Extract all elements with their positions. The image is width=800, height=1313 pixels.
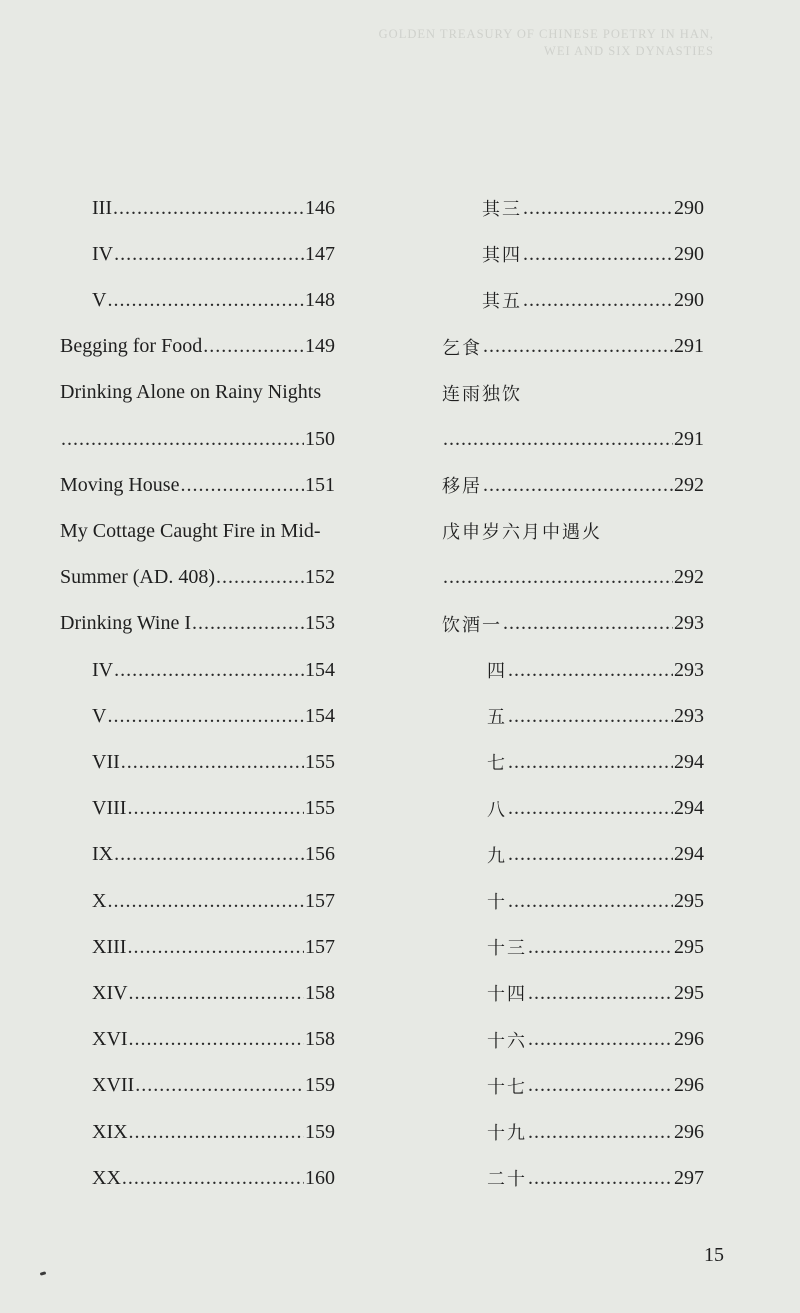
toc-entry-title: 乞食 (442, 337, 482, 359)
toc-entry (92, 924, 335, 970)
toc-entry (92, 1063, 335, 1109)
dot-leader (527, 1074, 673, 1097)
toc-entry (487, 924, 704, 970)
ink-speck (40, 1271, 47, 1275)
toc-entry-page: 294 (674, 750, 704, 773)
toc-entry-page: 152 (305, 566, 335, 589)
toc-entry-title: Summer (AD. 408) (60, 566, 215, 589)
dot-leader (522, 243, 673, 266)
toc-entry (487, 1155, 704, 1201)
toc-entry-page: 153 (305, 612, 335, 635)
toc-entry-page: 291 (674, 427, 704, 450)
dot-leader (502, 612, 673, 635)
toc-entry (487, 739, 704, 785)
toc-entry-title: 二十 (487, 1169, 527, 1191)
dot-leader (126, 936, 304, 959)
toc-entry-page: 159 (305, 1120, 335, 1143)
toc-entry-page: 154 (305, 704, 335, 727)
toc-entry-page: 296 (674, 1074, 704, 1097)
dot-leader (113, 843, 304, 866)
dot-leader (112, 197, 304, 220)
dot-leader (507, 797, 673, 820)
toc-entry-title: IV (92, 242, 114, 265)
toc-entry (60, 370, 335, 416)
toc-entry-page: 295 (674, 889, 704, 912)
toc-entry-title: 戊申岁六月中遇火 (442, 522, 602, 544)
dot-leader (60, 428, 304, 451)
toc-entry-title: 七 (487, 753, 507, 775)
toc-entry-title: 五 (487, 707, 507, 729)
toc-entry-title: 其四 (482, 245, 522, 267)
toc-entry (92, 277, 335, 323)
toc-entry-page: 293 (674, 612, 704, 635)
toc-entry-title: III (92, 196, 112, 219)
toc-entry-page: 290 (674, 196, 704, 219)
toc-entry-page: 157 (305, 889, 335, 912)
toc-entry (442, 508, 704, 554)
toc-entry-title: 十 (487, 892, 507, 913)
toc-entry-page: 294 (674, 797, 704, 820)
dot-leader (106, 890, 304, 913)
toc-entry-title: 饮酒一 (442, 614, 502, 636)
toc-entry-title: 连雨独饮 (442, 383, 522, 405)
dot-leader (527, 1121, 673, 1144)
toc-entry-title: X (92, 889, 107, 912)
toc-entry-page: 151 (305, 473, 335, 496)
toc-entry-page: 159 (305, 1074, 335, 1097)
dot-leader (128, 1121, 304, 1144)
toc-entry-page: 149 (305, 335, 335, 358)
toc-entry-page: 293 (674, 704, 704, 727)
toc-entry-title: 其五 (482, 291, 522, 313)
toc-entry (487, 832, 704, 878)
toc-entry-title: 十四 (487, 984, 527, 1006)
toc-entry (60, 508, 335, 554)
toc-entry-title: XIX (92, 1120, 128, 1143)
toc-entry-title: XVII (92, 1074, 135, 1097)
toc-entry-page: 292 (674, 473, 704, 496)
toc-entry-title: 十九 (487, 1123, 527, 1144)
header-line-1: GOLDEN TREASURY OF CHINESE POETRY IN HAN, (378, 27, 714, 41)
toc-entry (482, 231, 704, 277)
dot-leader (442, 428, 673, 451)
dot-leader (507, 751, 673, 774)
toc-entry-title: 十三 (487, 938, 527, 960)
toc-entry-title: V (92, 288, 107, 311)
dot-leader (527, 1167, 673, 1190)
toc-entry (442, 324, 704, 370)
toc-entry-title: 四 (487, 661, 507, 682)
toc-entry-title: 八 (487, 799, 507, 821)
dot-leader (128, 982, 304, 1005)
toc-entry (487, 1109, 704, 1155)
dot-leader (106, 289, 304, 312)
toc-entry-page: 157 (305, 935, 335, 958)
toc-entry-page: 150 (305, 427, 335, 450)
toc-entry-title: XIII (92, 935, 127, 958)
toc-entry-page: 295 (674, 935, 704, 958)
dot-leader (507, 843, 673, 866)
toc-entry-page: 160 (305, 1166, 335, 1189)
toc-entry (92, 832, 335, 878)
toc-entry-title: Moving House (60, 473, 180, 496)
toc-entry (482, 185, 704, 231)
toc-entry-title: Begging for Food (60, 335, 203, 358)
toc-entry (60, 462, 335, 508)
toc-entry (92, 970, 335, 1016)
toc-entry (92, 693, 335, 739)
toc-entry-page: 296 (674, 1120, 704, 1143)
toc-entry-page: 146 (305, 196, 335, 219)
toc-entry (92, 185, 335, 231)
dot-leader (507, 890, 673, 913)
toc-entry-title: XIV (92, 981, 128, 1004)
toc-entry-page: 290 (674, 288, 704, 311)
toc-entry (92, 647, 335, 693)
toc-entry-page: 155 (305, 797, 335, 820)
toc-entry (92, 878, 335, 924)
dot-leader (527, 982, 673, 1005)
toc-entry-page: 147 (305, 242, 335, 265)
toc-entry (442, 462, 704, 508)
toc-entry-page: 155 (305, 750, 335, 773)
toc-entry (92, 1017, 335, 1063)
toc-entry (487, 878, 704, 924)
dot-leader (120, 751, 304, 774)
dot-leader (128, 1028, 304, 1051)
toc-entry-title: IV (92, 658, 114, 681)
dot-leader (522, 289, 673, 312)
toc-entry-title: Drinking Wine I (60, 612, 192, 635)
toc-entry (442, 416, 704, 462)
toc-entry (487, 970, 704, 1016)
toc-entry-page: 294 (674, 843, 704, 866)
toc-entry-title: 九 (487, 845, 507, 867)
dot-leader (482, 474, 673, 497)
toc-entry-title: V (92, 704, 107, 727)
toc-entry (442, 601, 704, 647)
toc-entry-title: Drinking Alone on Rainy Nights (60, 381, 322, 404)
toc-entry-title: 其三 (482, 199, 522, 220)
dot-leader (113, 659, 304, 682)
toc-entry-page: 290 (674, 242, 704, 265)
toc-entry (487, 786, 704, 832)
toc-entry-title: IX (92, 843, 114, 866)
toc-entry-page: 295 (674, 981, 704, 1004)
dot-leader (106, 705, 304, 728)
toc-entry (92, 231, 335, 277)
toc-entry (487, 693, 704, 739)
toc-entry (442, 555, 704, 601)
dot-leader (527, 936, 673, 959)
toc-entry (92, 786, 335, 832)
toc-entry (92, 1109, 335, 1155)
dot-leader (507, 705, 673, 728)
toc-entry-title: XVI (92, 1028, 128, 1051)
toc-entry (487, 1063, 704, 1109)
dot-leader (179, 474, 304, 497)
toc-entry (442, 370, 704, 416)
toc-entry-page: 154 (305, 658, 335, 681)
dot-leader (527, 1028, 673, 1051)
dot-leader (522, 197, 673, 220)
dot-leader (215, 566, 304, 589)
toc-entry (60, 324, 335, 370)
running-header (379, 26, 714, 60)
toc-entry-page: 296 (674, 1028, 704, 1051)
header-line-2: WEI AND SIX DYNASTIES (544, 44, 714, 58)
toc-entry (482, 277, 704, 323)
toc-entry-page: 293 (674, 658, 704, 681)
toc-entry (92, 1155, 335, 1201)
page-number: 15 (704, 1244, 724, 1266)
toc-entry-page: 297 (674, 1166, 704, 1189)
toc-entry-title: 移居 (442, 476, 482, 498)
toc-entry-page: 291 (674, 335, 704, 358)
dot-leader (126, 797, 304, 820)
toc-entry (60, 555, 335, 601)
toc-entry (92, 739, 335, 785)
dot-leader (507, 659, 673, 682)
toc-entry (487, 1017, 704, 1063)
toc-entry-title: 十七 (487, 1076, 527, 1098)
dot-leader (191, 612, 304, 635)
dot-leader (134, 1074, 304, 1097)
toc-entry (60, 416, 335, 462)
toc-entry-page: 148 (305, 288, 335, 311)
toc-entry-title: 十六 (487, 1030, 527, 1052)
dot-leader (202, 335, 304, 358)
toc-entry-page: 158 (305, 981, 335, 1004)
toc-entry-page: 292 (674, 566, 704, 589)
toc-entry-title: VIII (92, 797, 127, 820)
toc-entry-page: 156 (305, 843, 335, 866)
dot-leader (113, 243, 304, 266)
toc-entry-title: VII (92, 750, 120, 773)
toc-entry (60, 601, 335, 647)
dot-leader (482, 335, 673, 358)
dot-leader (121, 1167, 304, 1190)
toc-entry-page: 158 (305, 1028, 335, 1051)
toc-entry (487, 647, 704, 693)
toc-entry-title: XX (92, 1166, 121, 1189)
toc-entry-title: My Cottage Caught Fire in Mid- (60, 519, 321, 542)
dot-leader (442, 566, 673, 589)
